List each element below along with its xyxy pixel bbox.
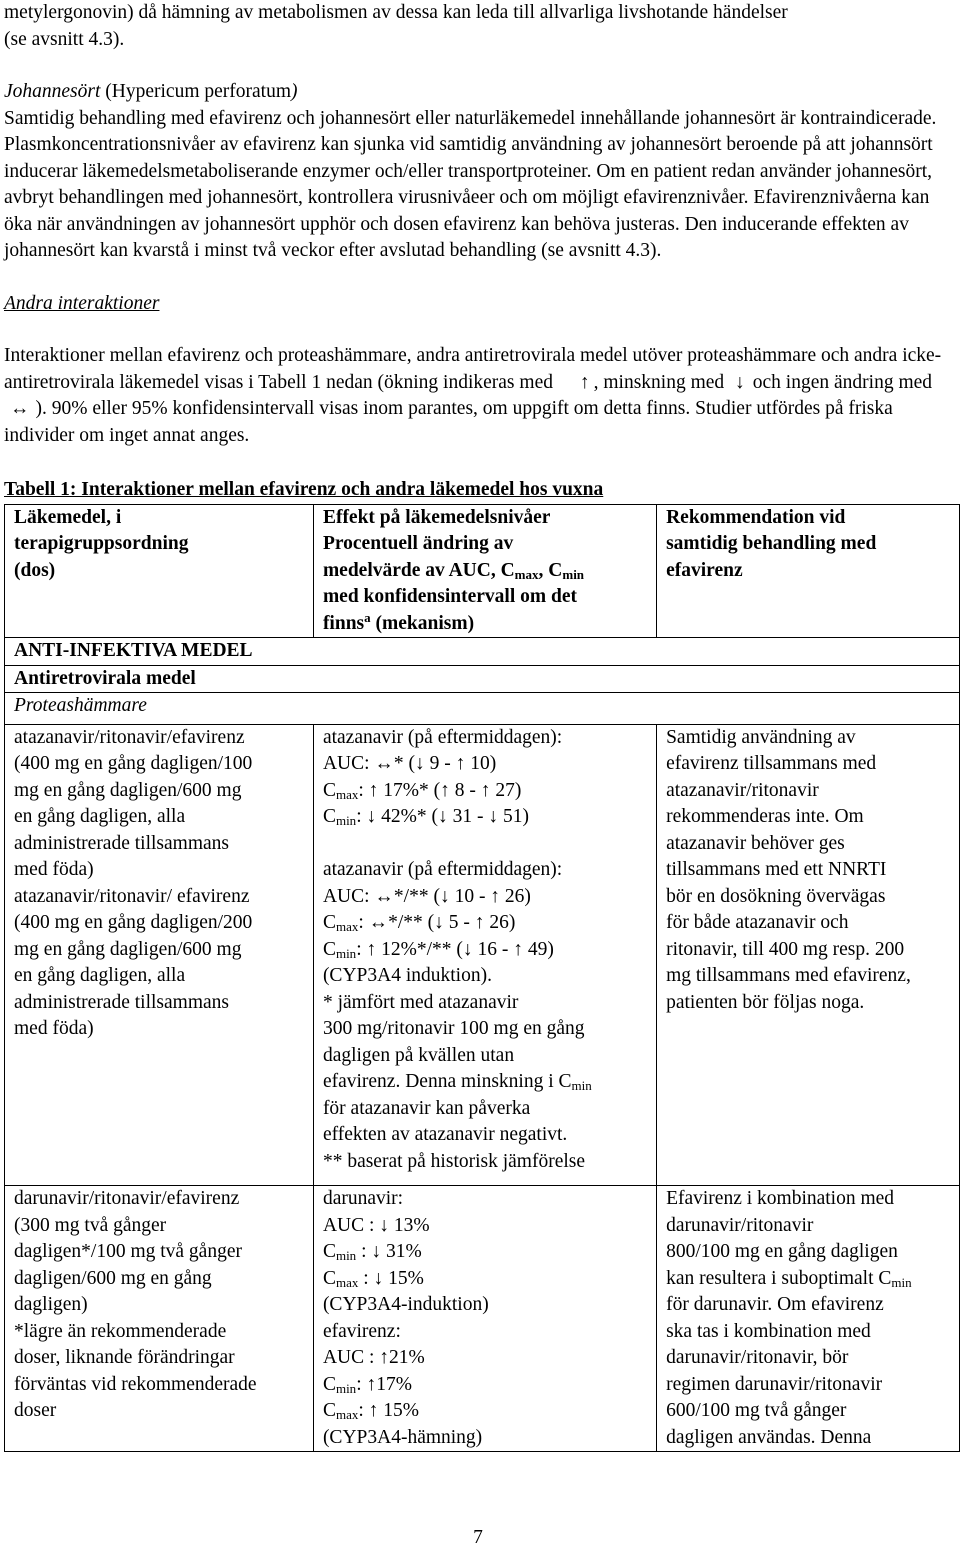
cell-line: 800/100 mg en gång dagligen [666,1241,898,1262]
andra-text-a: Interaktioner mellan efavirenz och proteashämmare, andra antiretrovirala medel utöver proteashämmare och andra icke-antiretrovirala läkemedel visas i Tabell 1 nedan (ökning indikeras med [4,345,942,393]
cell-line: $C_{min}$: ↑17% [322,1373,412,1396]
cell-line: för atazanavir kan påverka [322,1097,531,1119]
cell-line: ska tas i kombination med [666,1320,871,1342]
subsection-row [5,665,960,693]
table-caption: Tabell 1: Interaktioner mellan efavirenz och andra läkemedel hos vuxna [4,479,604,500]
johannes-heading: Johannesört (Hypericum perforatum) [4,81,298,102]
cell-line [323,831,647,858]
cell-line: Efavirenz i kombination med [666,1188,895,1209]
cell-line: ** baserat på historisk jämförelse [322,1150,586,1172]
subsubsection-label: Proteashämmare [5,693,960,725]
cell-line: (CYP3A4 induktion). [322,965,492,986]
row1-recommendation-cell [657,724,960,1186]
cell-line: AUC: ↔* (↓ 9 - ↑ 10) [322,753,497,774]
document-page [4,0,954,1452]
cell-line: förväntas vid rekommenderade [14,1373,257,1395]
header-col3-line: samtidig behandling med [666,533,877,554]
cell-line: darunavir/ritonavir, bör [666,1347,849,1368]
table-row [5,724,960,1186]
cell-line: darunavir/ritonavir [666,1214,814,1236]
cell-line: (400 mg en gång dagligen/200 [14,912,253,933]
cell-line: för både atazanavir och [666,912,849,933]
cell-line: (300 mg två gånger [14,1214,167,1236]
cell-line: dagligen/600 mg en gång [14,1267,212,1289]
header-col2-line: finns$^a$ (mekanism) [322,609,475,634]
header-col1-line: Läkemedel, i [14,506,122,528]
row2-recommendation-cell [657,1186,960,1452]
cell-line: efavirenz. Denna minskning i $C_{min}$ [322,1071,592,1093]
cell-line: mg tillsammans med efavirenz, [666,965,911,986]
cell-line: doser, liknande förändringar [14,1347,235,1368]
arrow-up-icon: ↑ [579,371,590,393]
cell-line: atazanavir/ritonavir [666,779,819,801]
header-col2-line: Procentuell ändring av [322,533,514,554]
header-col2-line: medelvärde av AUC, $C_{max}$, $C_{min}$ [322,559,585,582]
cell-line: med föda) [14,859,94,880]
cell-line: efavirenz: [322,1320,401,1342]
cell-line: regimen darunavir/ritonavir [666,1373,883,1395]
cell-line: $C_{min}$: ↓ 42%* (↓ 31 - ↓ 51) [322,806,529,828]
cell-line: atazanavir behöver ges [666,832,845,854]
row2-drug-cell [5,1186,314,1452]
header-col-recommendation [657,504,960,638]
cell-line: darunavir/ritonavir/efavirenz [14,1188,240,1209]
cell-line: (400 mg en gång dagligen/100 [14,753,253,774]
cell-line: dagligen användas. Denna [666,1426,872,1448]
header-col3-line: Rekommendation vid [666,506,846,528]
cell-line: en gång dagligen, alla [14,965,186,986]
interaction-table [4,504,960,1453]
cell-line: mg en gång dagligen/600 mg [14,779,242,801]
subsection-label: Antiretrovirala medel [5,665,960,693]
cell-line: patienten bör följas noga. [666,991,865,1013]
cell-line: atazanavir/ritonavir/efavirenz [14,726,245,748]
header-col1-line: (dos) [14,559,56,581]
section-label: ANTI-INFEKTIVA MEDEL [5,638,960,666]
cell-line: bör en dosökning övervägas [666,885,886,907]
cell-line: dagligen) [14,1294,88,1315]
cell-line: $C_{max}$ : ↓ 15% [322,1267,424,1290]
header-col2-line: med konfidensintervall om det [322,586,577,607]
cell-line: atazanavir (på eftermiddagen): [322,726,563,748]
cell-line: darunavir: [322,1188,404,1209]
andra-text-c: och ingen ändring med [752,371,933,393]
table-header-row [5,504,960,638]
header-col1-line: terapigruppsordning [14,533,189,554]
cell-line: administrerade tillsammans [14,991,229,1013]
cell-line: dagligen på kvällen utan [322,1044,515,1066]
cell-line: *lägre än rekommenderade [14,1320,227,1342]
cell-line: AUC : ↓ 13% [322,1214,430,1236]
subsubsection-row [5,693,960,725]
header-col-drug [5,504,314,638]
cell-line: rekommenderas inte. Om [666,806,864,827]
cell-line: med föda) [14,1018,94,1039]
cell-line: doser [14,1400,57,1421]
andra-paragraph [4,343,950,449]
cell-line: administrerade tillsammans [14,832,229,854]
andra-heading: Andra interaktioner [4,292,160,314]
cell-line: en gång dagligen, alla [14,806,186,827]
cell-line: $C_{min}$: ↑ 12%*/** (↓ 16 - ↑ 49) [322,938,554,961]
cell-line: AUC: ↔*/** (↓ 10 - ↑ 26) [322,885,531,907]
header-col2-line: Effekt på läkemedelsnivåer [322,506,551,528]
header-col-effect [313,504,656,638]
johannes-paragraph: Samtidig behandling med efavirenz och johannesört eller naturläkemedel innehållande johannesört är kontraindicerade. Plasmkoncentrationsnivåer av efavirenz kan sjunka vid samtidig användning av johannesört beroende på att johannsört inducerar läkemedelsmetaboliserande enzymer och/eller transportproteiner. Om en patient redan använder johannesört, avbryt behandlingen med johannesört, kontrollera virusnivåeer och om möjligt efavirenznivåer. Efavirenznivåerna kan öka när användningen av johannesört upphör och dosen efavirenz kan behöva justeras. Den inducerande effekten av johannesört kan kvarstå i minst två veckor efter avslutad behandling (se avsnitt 4.3). [4,107,937,261]
cell-line: atazanavir (på eftermiddagen): [322,859,563,880]
table-row [5,1186,960,1452]
andra-text-d: ). 90% eller 95% konfidensintervall visas inom parantes, om uppgift om detta finns. Studier utfördes på friska individer om inget annat anges. [4,398,893,446]
cell-line: 300 mg/ritonavir 100 mg en gång [322,1018,585,1039]
row2-effect-cell [313,1186,656,1452]
cell-line: atazanavir/ritonavir/ efavirenz [14,885,250,907]
cell-line: (CYP3A4-induktion) [322,1294,489,1315]
header-col3-line: efavirenz [666,559,743,581]
cell-line: ritonavir, till 400 mg resp. 200 [666,938,905,960]
johannes-heading-latin: Hypericum perforatum [111,81,292,102]
cell-line: $C_{max}$: ↔*/** (↓ 5 - ↑ 26) [322,912,516,934]
arrow-down-icon: ↓ [735,371,745,393]
page-number: 7 [473,1527,483,1548]
cell-line: * jämfört med atazanavir [322,991,519,1013]
section-row [5,638,960,666]
intro-line-1: metylergonovin) då hämning av metabolismen av dessa kan leda till allvarliga livshotande händelser [4,2,788,23]
cell-line: $C_{max}$: ↑ 17%* (↑ 8 - ↑ 27) [322,779,522,802]
cell-line: $C_{min}$ : ↓ 31% [322,1241,422,1263]
cell-line: $C_{max}$: ↑ 15% [322,1400,420,1422]
cell-line: för darunavir. Om efavirenz [666,1294,884,1315]
cell-line: mg en gång dagligen/600 mg [14,938,242,960]
cell-line: tillsammans med ett NNRTI [666,859,887,880]
cell-line: AUC : ↑21% [322,1347,425,1368]
cell-line: Samtidig användning av [666,726,856,748]
cell-line: kan resultera i suboptimalt $C_{min}$ [666,1267,912,1290]
johannes-heading-name: Johannesört [4,81,101,102]
cell-line: effekten av atazanavir negativt. [322,1124,568,1145]
cell-line: (CYP3A4-hämning) [322,1426,483,1448]
row1-drug-cell [5,724,314,1186]
intro-line-2: (se avsnitt 4.3). [4,28,125,50]
cell-line: efavirenz tillsammans med [666,753,877,774]
cell-line: dagligen*/100 mg två gånger [14,1241,242,1262]
row1-effect-cell [313,724,656,1186]
arrow-left-right-icon: ↔ [10,398,30,419]
andra-text-b: , minskning med [593,371,725,393]
cell-line: 600/100 mg två gånger [666,1400,847,1421]
